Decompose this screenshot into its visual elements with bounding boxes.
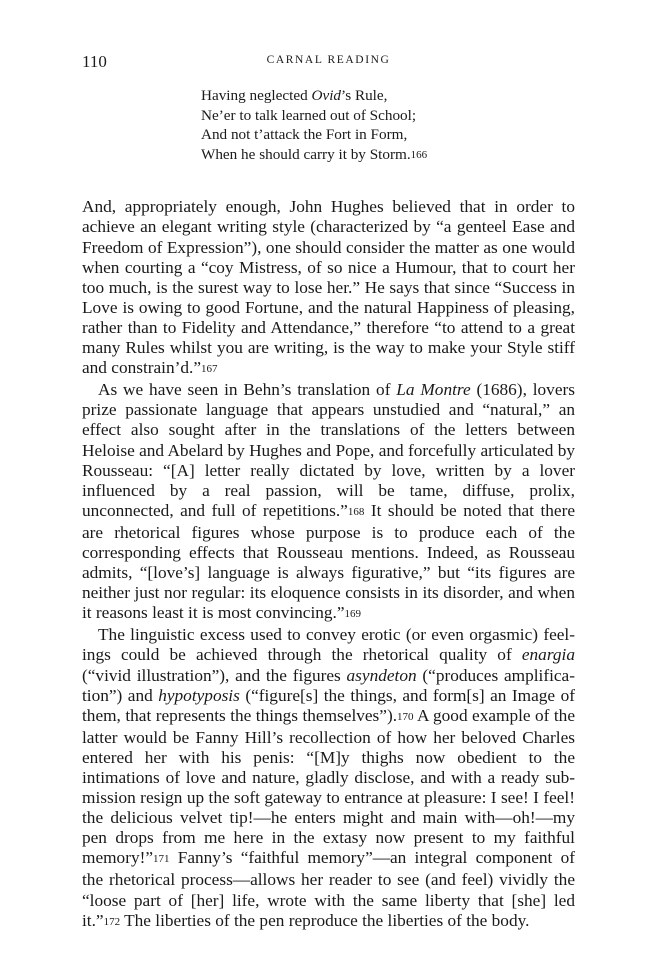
footnote-marker: 170 [397,710,414,723]
paragraph-text: (1686), lovers prize passionate language that appears unstudied and “natural,” an effect also sought after in the translations of the letters between Heloise and Abelard by Hughes and Pope, and forcefully articulated by Rousseau: “[A] letter really dictated by love, written by a lover influenced by a real passion, will be tame, diffuse, prolix, unconnected, and full of repetitions.” [82,380,575,520]
verse-line: And not t’attack the Fort in Form, [201,126,408,144]
body-text [82,197,575,932]
paragraph-text: (“produces amplification”) and [82,665,575,705]
paragraph-text: (“figure[s] the things, and form[s] an Image of them, that represents the things themselves”). [82,685,575,725]
page-number: 110 [82,52,107,71]
verse-italic: Ovid [311,87,342,104]
footnote-marker: 172 [103,915,121,928]
paragraph [82,380,575,625]
paragraph-text: The linguistic excess used to convey erotic (or even orgasmic) feelings could be achieved through the rhetorical quality of [82,625,575,665]
italic-term: enargia [521,645,575,665]
verse-text: When he should carry it by Storm. [201,145,411,163]
verse-line [201,86,575,106]
footnote-marker: 169 [344,608,362,621]
footnote-marker: 168 [347,505,365,518]
paragraph-text: A good example of the latter would be Fanny Hill’s recollection of how her beloved Charles entered her with his penis: “[M]y thighs now obedient to the intimations of love and nature, gladly disclose, and with a ready submission resign up the soft gateway to entrance at pleasure: I see! I feel! the delicious velvet tip!—he enters might and main with—oh!—my pen drops from me here in the extasy now present to my faithful memory!” [82,705,575,868]
verse-line [201,145,575,167]
italic-term: hypotyposis [158,685,240,705]
paragraph-text: (“vivid illustration”), and the figures [82,665,347,685]
verse-quotation [201,86,575,166]
paragraph-text: The liberties of the pen reproduce the liberties of the body. [120,910,530,930]
verse-text: Having neglected [201,87,312,104]
paragraph-text: And, appropriately enough, John Hughes believed that in order to achieve an elegant writing style (characterized by “a genteel Ease and Freedom of Expression”), one should consider the matter as one would when courting a “coy Mistress, of so nice a Humour, that to court her too much, is the surest way to lose her.” He says that since “Success in Love is owing to good Fortune, and the natural Happiness of pleasing, rather than to Fidelity and Attendance,” therefore “to attend to a great many Rules whilst you are writing, is the way to make your Style stiff and constrain’d.” [82,197,575,378]
paragraph-text: It should be noted that there are rhetorical figures whose purpose is to produce each of the corresponding effects that Rousseau mentions. Indeed, as Rousseau admits, “[love’s] language is always figurative,” but “its figures are neither just nor regular: its eloquence consists in its disorder, and when it reasons least it is most convincing.” [82,500,575,623]
book-page [82,52,575,933]
verse-line: Ne’er to talk learned out of School; [201,106,417,124]
paragraph-text: Fanny’s “faithful memory”—an integral component of the rhetorical process—allows her reader to see (and feel) vividly the “loose part of [her] life, wrote with the same liberty that [she] led it.” [82,848,575,930]
running-title: CARNAL READING [266,54,391,66]
paragraph [82,625,575,932]
paragraph [82,197,575,380]
footnote-marker: 171 [153,853,170,866]
running-head [82,52,575,74]
paragraph-text: As we have seen in Behn’s translation of [98,380,397,400]
italic-title: La Montre [396,380,471,400]
footnote-marker: 166 [410,148,428,161]
italic-term: asyndeton [346,665,417,685]
footnote-marker: 167 [201,363,218,376]
verse-text: ’s Rule, [341,87,388,104]
